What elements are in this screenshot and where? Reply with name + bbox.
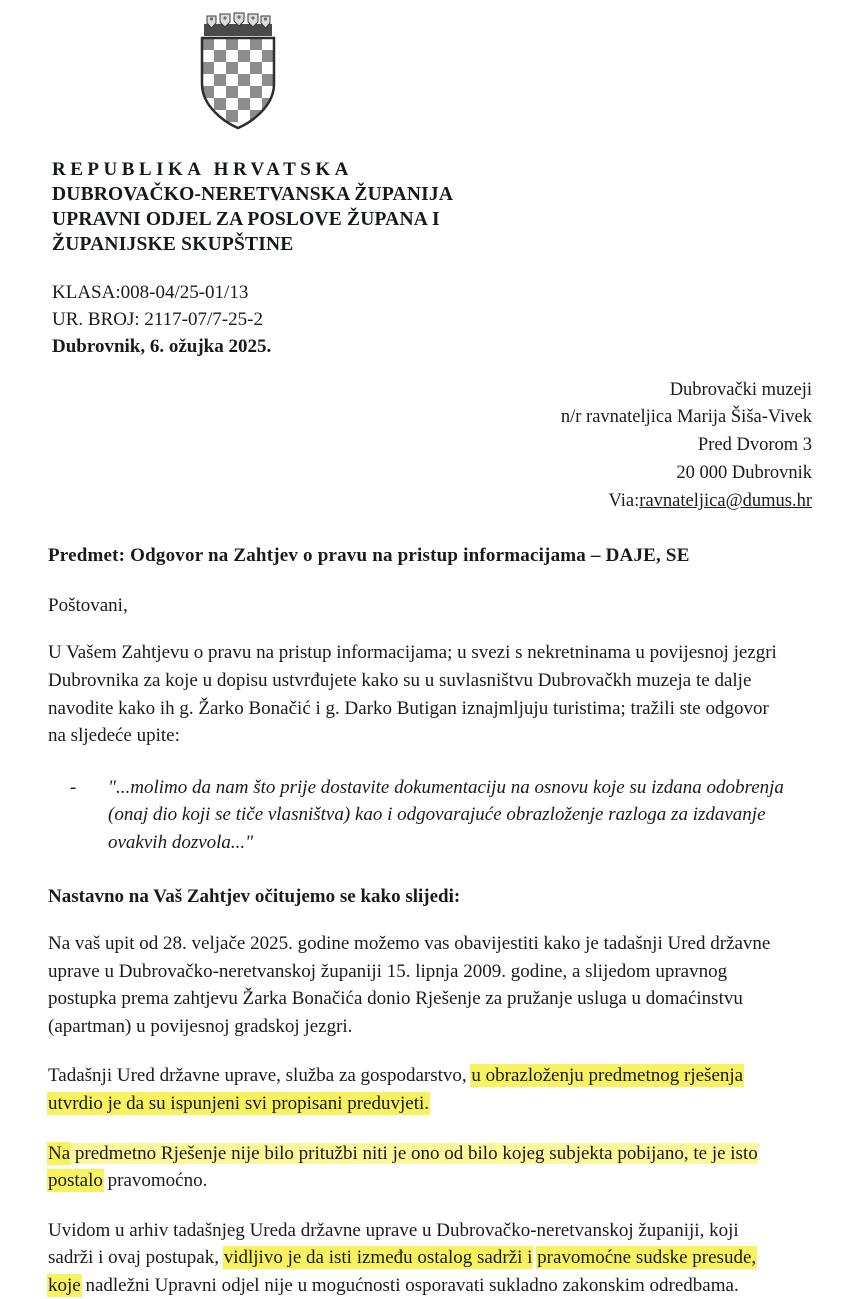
bp2-highlight-2: utvrdio je da su ispunjeni svi propisani preduvjeti. [48,1093,430,1114]
bp2-highlight-1: u obrazloženju predmetnog rješenja [471,1065,744,1087]
institution-header [22,158,828,258]
quoted-request [22,774,828,857]
bp3-text-middle: predmetno Rješenje nije bilo pritužbi niti je ono od bilo kojeg subjekta pobijano, te je isto [70,1142,758,1164]
addressee-email-line [22,488,812,516]
body-paragraph-2 [22,1062,828,1117]
intro-paragraph: U Vašem Zahtjevu o pravu na pristup informacijama; u svezi s nekretninama u povijesnoj jezgri Dubrovnika za koje u dopisu ustvrđujete kako su u suvlasništvu Dubrovačkh muzeja te dalje navodite kako ih g. Žarko Bonačić i g. Darko Butigan iznajmljuju turistima; tražili ste odgovor na sljedeće upite: [48,642,777,747]
body-paragraph-1: Na vaš upit od 28. veljače 2025. godine možemo vas obavijestiti kako je tadašnji Ured državne uprave u Dubrovačko-neretvanskoj županiji 15. lipnja 2009. godine, a slijedom upravnog postupka prema zahtjevu Žarka Bonačića donio Rješenje za pružanje usluga u domaćinstvu (apartman) u povijesnoj gradskoj jezgri. [48,933,771,1037]
place-date-line: Dubrovnik, 6. ožujka 2025. [52,335,272,357]
bp4-highlight-2: pravomoćne sudske presude, [537,1247,757,1269]
body-paragraph-3 [22,1140,828,1195]
addressee-street: Pred Dvorom 3 [697,435,812,456]
reference-block [22,280,828,361]
bp4-highlight-1: vidljivo je da isti između ostalog sadrži i [223,1247,533,1269]
bp3-highlight-2: postalo [48,1170,103,1192]
header-line-department-2: ŽUPANIJSKE SKUPŠTINE [52,234,294,256]
header-line-department-1: UPRAVNI ODJEL ZA POSLOVE ŽUPANA I [52,209,440,231]
quote-bullet: - [70,776,77,798]
ur-broj-line: UR. BROJ: 2117-07/7-25-2 [52,308,263,330]
addressee-organisation: Dubrovački muzeji [669,379,812,400]
addressee-person: n/r ravnateljica Marija Šiša-Vivek [560,407,812,428]
croatian-coat-of-arms-icon [190,10,286,132]
klasa-line: KLASA:008-04/25-01/13 [52,281,249,303]
body-paragraph-4 [22,1217,828,1299]
bp4-text-tail: nadležni Upravni odjel nije u mogućnosti osporavati sukladno zakonskim odredbama. [80,1274,739,1296]
quote-text: "...molimo da nam što prije dostavite dokumentaciju na osnovu koje su izdana odobrenja (onaj dio koji se tiče vlasništva) kao i odgovarajuće obrazloženje razloga za izdavanje ovakvih dozvola..." [108,776,784,853]
addressee-email-prefix: Via: [608,490,640,511]
crest-container [22,10,828,132]
bp4-text-plain: Uvidom u arhiv tadašnjeg Ureda državne uprave u Dubrovačko-neretvanskoj županiji, koji sadrži i ovaj postupak, [48,1219,739,1269]
response-subheading: Nastavno na Vaš Zahtjev očitujemo se kako slijedi: [48,886,461,908]
header-line-republic: REPUBLIKA HRVATSKA [52,159,353,180]
addressee-email-link[interactable]: ravnateljica@dumus.hr [639,490,812,511]
salutation: Poštovani, [48,595,128,617]
bp3-highlight-1: Na [48,1142,71,1164]
header-line-county: DUBROVAČKO-NERETVANSKA ŽUPANIJA [52,183,454,205]
addressee-city: 20 000 Dubrovnik [676,462,812,483]
addressee-block [22,377,828,516]
bp4-highlight-3: koje [48,1274,81,1296]
subject-line: Predmet: Odgovor na Zahtjev o pravu na pristup informacijama – DAJE, SE [48,545,690,567]
bp2-text-plain: Tadašnji Ured državne uprave, služba za gospodarstvo, [48,1065,472,1087]
bp3-text-tail: pravomoćno. [102,1170,208,1192]
